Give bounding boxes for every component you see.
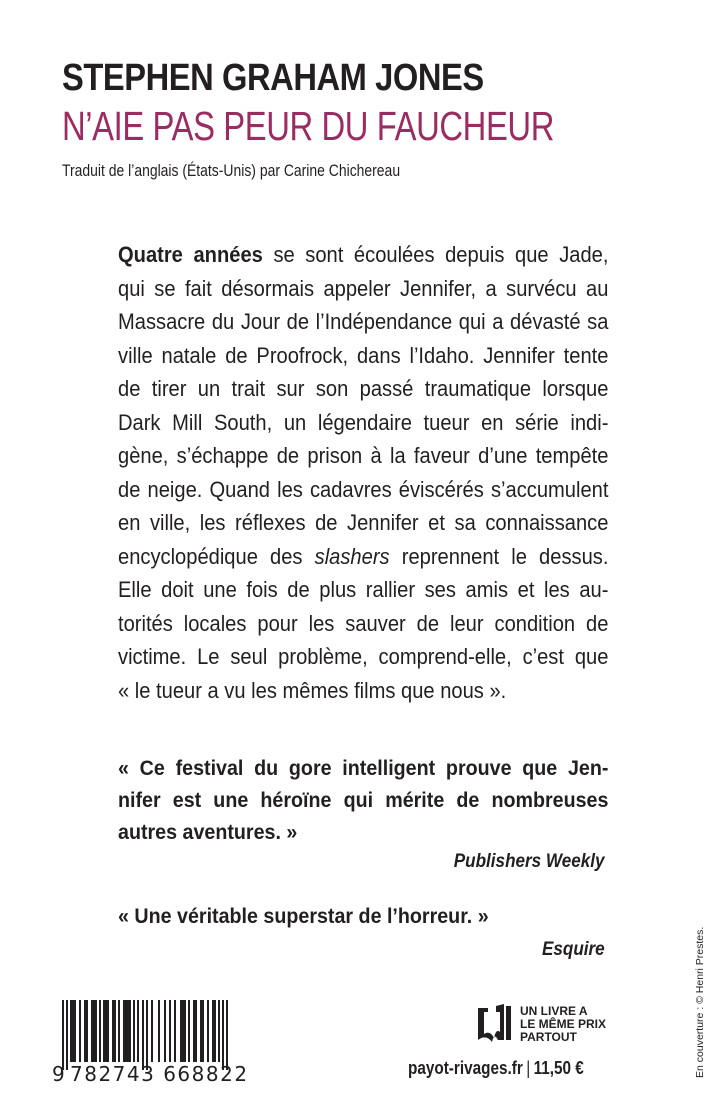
review-quote [118,752,608,848]
synopsis-text: reprennent le dessus. [389,543,609,569]
quote-line: « Ce festival du gore intelligent prouve que Jen- [118,756,609,780]
synopsis [118,238,608,707]
cover-photo-credit: En couverture : © Henri Prestes. [694,926,706,1078]
isbn-rest-digits: 782743 668822 [70,1062,249,1086]
synopsis-lead: Quatre années [118,242,263,267]
synopsis-line: de tirer un trait sur son passé traumatique lorsque [118,376,609,401]
prix-unique-slogan [520,1005,606,1044]
synopsis-line [118,238,608,272]
synopsis-line [118,540,608,574]
synopsis-line: torités locales pour les sauver de leur condition de [118,610,609,636]
translator-credit: Traduit de l’anglais (États-Unis) par Carine Chichereau [62,161,401,180]
barcode-icon [62,1000,232,1070]
synopsis-line: Dark Mill South, un légendaire tueur en série indi- [118,409,609,435]
synopsis-line: « le tueur a vu les mêmes films que nous ». [118,677,507,703]
isbn-first-digit: 9 [52,1062,67,1086]
separator: | [526,1058,531,1078]
synopsis-line: qui se fait désormais appeler Jennifer, a survécu au [118,275,609,301]
quote-source: Publishers Weekly [454,851,605,872]
slogan-line: LE MÊME PRIX [520,1017,607,1031]
synopsis-line: en ville, les réflexes de Jennifer et sa connaissance [118,510,609,535]
synopsis-text: encyclopédique des [118,543,315,569]
publisher-info [408,1057,584,1079]
synopsis-line: Massacre du Jour de l’Indépendance qui a dévasté sa [118,309,609,334]
synopsis-italic: slashers [314,543,390,569]
synopsis-line: victime. Le seul problème, comprend-elle, c’est que [118,644,609,669]
book-title: N’AIE PAS PEUR DU FAUCHEUR [62,103,555,149]
author-name: STEPHEN GRAHAM JONES [62,57,484,99]
quote-line: « Une véritable superstar de l’horreur. » [118,904,489,928]
quote-source: Esquire [542,939,605,960]
slogan-line: PARTOUT [520,1030,577,1044]
synopsis-line: ville natale de Proofrock, dans l’Idaho. Jennifer tente [118,342,609,368]
slogan-line: UN LIVRE A [520,1004,588,1018]
publisher-website: payot-rivages.fr [408,1058,523,1078]
book-price-logo-icon [476,1002,512,1044]
quote-line: nifer est une héroïne qui mérite de nombreuses [118,788,609,812]
price: 11,50 € [533,1058,584,1078]
synopsis-line: de neige. Quand les cadavres éviscérés s’accumulent [118,476,609,502]
quote-line: autres aventures. » [118,820,298,844]
synopsis-line: Elle doit une fois de plus rallier ses amis et les au- [118,577,609,602]
synopsis-line: gène, s’échappe de prison à la faveur d’une tempête [118,443,609,468]
review-quote [118,900,608,932]
synopsis-text: se sont écoulées depuis que Jade, [262,242,609,267]
